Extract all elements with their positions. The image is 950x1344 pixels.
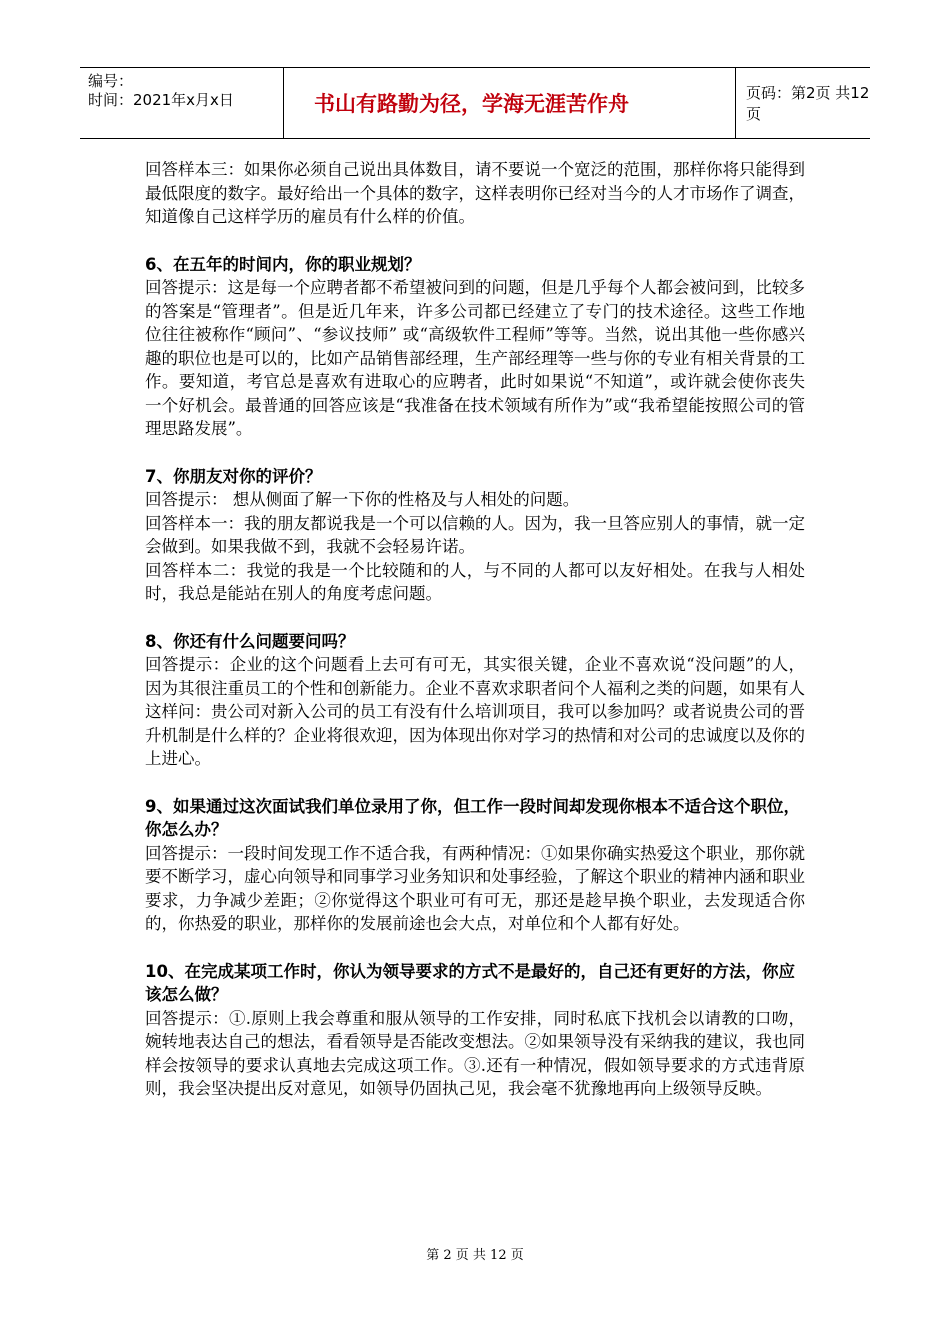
section-q8 (145, 630, 805, 771)
question-heading: 6、在五年的时间内，你的职业规划？ (145, 254, 421, 274)
paragraph: 回答提示：企业的这个问题看上去可有可无，其实很关键，企业不喜欢说“没问题”的人，因为其很注重员工的个性和创新能力。企业不喜欢求职者问个人福利之类的问题，如果有人这样问：贵公司对新入公司的员工有没有什么培训项目，我可以参加吗？或者说贵公司的晋升机制是什么样的？企业将很欢迎，因为体现出你对学习的热情和对公司的忠诚度以及你的上进心。 (145, 655, 805, 768)
page-footer: 第 2 页 共 12 页 (426, 1248, 524, 1263)
section-q9 (145, 795, 805, 936)
paragraph: 回答样本二：我觉的我是一个比较随和的人，与不同的人都可以友好相处。在我与人相处时，我总是能站在别人的角度考虑问题。 (145, 560, 805, 603)
section-q10 (145, 960, 805, 1101)
section-sample-3 (145, 158, 805, 229)
question-heading: 8、你还有什么问题要问吗？ (145, 631, 355, 651)
document-body (145, 158, 805, 1125)
section-q6 (145, 253, 805, 441)
paragraph: 回答提示：一段时间发现工作不适合我，有两种情况：①如果你确实热爱这个职业，那你就要不断学习，虚心向领导和同事学习业务知识和处事经验，了解这个职业的精神内涵和职业要求，力争减少差距；②你觉得这个职业可有可无，那还是趁早换个职业，去发现适合你的，你热爱的职业，那样你的发展前途也会大点，对单位和个人都有好处。 (145, 843, 805, 933)
number-label: 编号： (88, 72, 134, 90)
question-heading: 7、你朋友对你的评价？ (145, 466, 322, 486)
paragraph: 回答样本三：如果你必须自己说出具体数目，请不要说一个宽泛的范围，那样你将只能得到最低限度的数字。最好给出一个具体的数字，这样表明你已经对当今的人才市场作了调查，知道像自己这样学历的雇员有什么样的价值。 (145, 160, 805, 226)
header-page-info: 页码：第2页 共12页 (746, 84, 870, 123)
section-q7 (145, 465, 805, 606)
paragraph: 回答提示： 想从侧面了解一下你的性格及与人相处的问题。 (145, 490, 580, 509)
paragraph: 回答样本一：我的朋友都说我是一个可以信赖的人。因为，我一旦答应别人的事情，就一定会做到。如果我做不到，我就不会轻易许诺。 (145, 513, 805, 556)
time-label: 时间：2021年x月x日 (88, 91, 234, 109)
header-meta (80, 68, 284, 138)
question-heading: 10、在完成某项工作时，你认为领导要求的方式不是最好的，自己还有更好的方法，你应该怎么做？ (145, 961, 795, 1004)
paragraph: 回答提示：这是每一个应聘者都不希望被问到的问题，但是几乎每个人都会被问到，比较多的答案是“管理者”。但是近几年来，许多公司都已经建立了专门的技术途径。这些工作地位往往被称作“顾问”、“参议技师” 或“高级软件工程师”等等。当然，说出其他一些你感兴趣的职位也是可以的，比如产品销售部经理，生产部经理等一些与你的专业有相关背景的工作。要知道，考官总是喜欢有进取心的应聘者，此时如果说“不知道”，或许就会使你丧失一个好机会。最普通的回答应该是“我准备在技术领域有所作为”或“我希望能按照公司的管理思路发展”。 (145, 278, 805, 438)
page-header (80, 67, 870, 139)
header-motto: 书山有路勤为径，学海无涯苦作舟 (284, 68, 736, 138)
paragraph: 回答提示：①.原则上我会尊重和服从领导的工作安排，同时私底下找机会以请教的口吻，婉转地表达自己的想法，看看领导是否能改变想法。②如果领导没有采纳我的建议，我也同样会按领导的要求认真地去完成这项工作。③.还有一种情况，假如领导要求的方式违背原则，我会坚决提出反对意见，如领导仍固执己见，我会毫不犹豫地再向上级领导反映。 (145, 1008, 805, 1098)
question-heading: 9、如果通过这次面试我们单位录用了你，但工作一段时间却发现你根本不适合这个职位，你怎么办？ (145, 796, 800, 839)
